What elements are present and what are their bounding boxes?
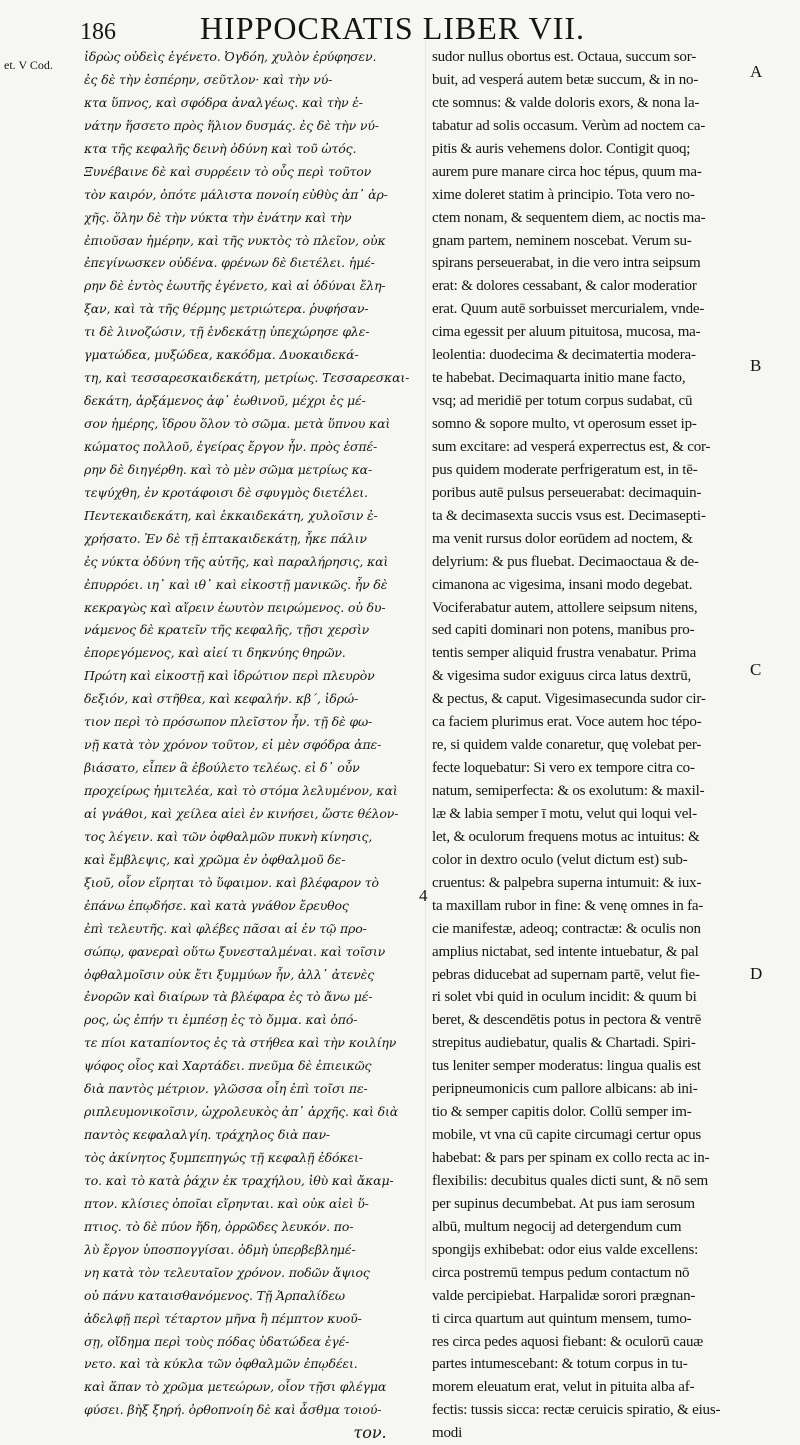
latin-text-line: partes intumescebant: & totum corpus in tu- — [432, 1356, 688, 1373]
greek-text-line: τη, καὶ τεσσαρεσκαιδεκάτη, μετρίως. Τεσσαρεσκαι- — [84, 370, 410, 386]
latin-text-line: circa postremū tempus pedum contactum nō — [432, 1264, 690, 1281]
latin-text-line: beret, & descendētis potus in pectora & ventrē — [432, 1012, 702, 1029]
latin-text-line: sudor nullus obortus est. Octaua, succum sor- — [432, 49, 696, 65]
latin-text-line: ma venit rursus dolor eorūdem ad noctem, & — [432, 530, 693, 547]
latin-text-line: sed capiti dominari non potens, manibus pro- — [432, 622, 695, 639]
latin-text-line: buit, ad vesperá autem betæ succum, & in no- — [432, 71, 699, 88]
greek-text-line: πτον. κλίσιες ὁποῖαι εἴρηνται. καὶ οὐκ αἰεὶ ὕ- — [84, 1195, 369, 1211]
margin-letter-d: D — [750, 964, 763, 983]
greek-text-line: σώπῳ, φανεραὶ οὕτω ξυνεσταλμέναι. καὶ τοῖσιν — [84, 943, 386, 959]
latin-text-line: pitis & auris vehemens dolor. Contigit quoq; — [432, 140, 691, 157]
greek-text-line: χρήσατο. Ἐν δὲ τῇ ἑπτακαιδεκάτῃ, ἧκε πάλιν — [84, 530, 367, 546]
greek-text-line: προχείρως ἡμιτελέα, καὶ τὸ στόμα λελυμένον, καὶ — [84, 783, 398, 798]
latin-text-line: tentis semper aliquid frustra venabatur. Prima — [432, 645, 697, 662]
greek-text-line: σον ἡμέρης, ἵδρου ὅλον τὸ σῶμα. μετὰ ὕπνου καὶ — [84, 416, 391, 431]
greek-text-line: λὺ ἔργον ὑποσπογγίσαι. ὀδμὴ ὑπερβεβλημέ- — [84, 1241, 356, 1257]
margin-letter-c: C — [750, 660, 762, 679]
greek-text-line: διὰ παντὸς μέτριον. γλῶσσα οἷη ἐπὶ τοῖσι πε- — [84, 1081, 368, 1097]
latin-text-line: cimanona ac vigesima, insani modo degebat. — [432, 576, 693, 593]
greek-text-line: νῇ κατὰ τὸν χρόνον τοῦτον, εἰ μὲν σφόδρα ἀπε- — [84, 737, 382, 753]
latin-text-line: pus quidem moderate perfrigeratum est, in tē- — [432, 461, 698, 478]
latin-text-line: fecte loquebatur: Si vero ex tempore citra co- — [432, 760, 695, 777]
latin-text-line: sum excitare: ad vesperá experrectus est, & cor- — [432, 438, 711, 455]
latin-text-line: per supinus decumbebat. At pus iam serosum — [432, 1195, 695, 1212]
latin-text-line: albū, multum negocij ad detergendum cum — [432, 1218, 682, 1235]
latin-text-line: natum, semiperfecta: & os exolutum: & maxil- — [432, 783, 705, 799]
greek-text-line: Πρώτη καὶ εἰκοστῇ καὶ ἱδρώτιον περὶ πλευρὸν — [84, 668, 375, 684]
greek-text-line: σῃ, οἴδημα περὶ τοὺς πόδας ὑδατώδεα ἐγέ- — [84, 1333, 350, 1349]
latin-text-line: fectis: tussis sicca: rectæ ceruicis spiratio, & eius- — [432, 1402, 721, 1419]
greek-text-line: τε πίοι καταπίοντος ἐς τὰ στήθεα καὶ τὴν κοιλίην — [84, 1035, 397, 1051]
latin-text-line: res circa pedes aquosi fiebant: & oculorū cauæ — [432, 1333, 704, 1350]
greek-text-line: αἱ γνάθοι, καὶ χείλεα αἰεὶ ἐν κινήσει, ὥστε θέλον- — [84, 805, 399, 821]
latin-text-line: erat. Quum autē sorbuisset mercurialem, vnde- — [432, 301, 705, 318]
greek-text-line: τι δὲ λινοζώσιν, τῇ ἑνδεκάτῃ ὑπεχώρησε φλε- — [84, 324, 370, 340]
greek-text-line: πτιος. τὸ δὲ πύον ἤδη, ὀρρῶδες λευκόν. πο- — [84, 1218, 354, 1234]
greek-text-line: χῆς. ὅλην δὲ τὴν νύκτα τὴν ἐνάτην καὶ τὴν — [84, 209, 352, 225]
greek-text-line: ρην δὲ διηγέρθη. καὶ τὸ μὲν σῶμα μετρίως κα- — [84, 461, 373, 477]
latin-text-line: tabatur ad solis occasum. Verùm ad noctem ca- — [432, 117, 706, 134]
latin-text-line: ri solet vbi quid in oculum incidit: & quum bi — [432, 989, 697, 1006]
running-title: HIPPOCRATIS LIBER VII. — [200, 10, 585, 46]
page-header — [80, 10, 740, 50]
latin-text-line: morem eleuatum erat, velut in pituita alba af- — [432, 1379, 695, 1396]
greek-text-column — [84, 46, 420, 1422]
greek-text-line: ἐπιοῦσαν ἡμέρην, καὶ τῆς νυκτὸς τὸ πλεῖον, οὐκ — [84, 232, 386, 248]
latin-text-line: flexibilis: decubitus quales dicti sunt, & nō sem — [432, 1172, 708, 1189]
latin-text-line: peripneumonicis cum pallore albicans: ab ini- — [432, 1081, 698, 1098]
page-number: 186 — [80, 19, 116, 45]
greek-text-line: τος λέγειν. καὶ τῶν ὀφθαλμῶν πυκνὴ κίνησις, — [84, 828, 373, 844]
margin-letter-b: B — [750, 356, 762, 375]
latin-text-line: læ & labia semper ī motu, velut qui loqui vel- — [432, 805, 697, 822]
latin-text-column — [432, 46, 748, 1445]
latin-text-line: modi — [432, 1425, 463, 1442]
latin-text-line: cima egessit per aluum pituitosa, mucosa, ma- — [432, 324, 701, 341]
latin-text-line: strepitus audiebatur, qualis & Chartadi. Spiri- — [432, 1035, 696, 1052]
latin-text-line: ti circa quartum aut quintum mensem, tumo- — [432, 1310, 692, 1327]
latin-text-line: ctem nonam, & sequentem diem, ac noctis ma- — [432, 209, 706, 226]
greek-text-line: ὀφθαλμοῖσιν οὐκ ἔτι ξυμμύων ἦν, ἀλλ᾽ ἀτενὲς — [84, 966, 375, 982]
latin-text-line: cie manifestæ, adeoq; contractæ: & oculis non — [432, 920, 701, 937]
greek-text-line: τὸν καιρόν, ὁπότε μάλιστα πονοίη εὐθὺς ἀπ᾽ ἀρ- — [84, 186, 388, 202]
latin-text-line: & vigesima sudor exiguus circa latus dextrū, — [432, 668, 692, 685]
greek-text-line: ἐνορῶν καὶ διαίρων τὰ βλέφαρα ἐς τὸ ἄνω μέ- — [84, 989, 373, 1005]
latin-text-line: aurem pure manare circa hoc tépus, quum ma- — [432, 163, 702, 180]
margin-letter-a: A — [750, 62, 763, 81]
greek-text-line: το. καὶ τὸ κατὰ ῥάχιν ἐκ τραχήλου, ἰθὺ καὶ ἄκαμ- — [84, 1172, 394, 1188]
latin-text-line: color in dextro oculo (velut dictum est) sub- — [432, 851, 688, 868]
latin-text-line: ca faciem plurimus erat. Voce autem hoc tépo- — [432, 714, 702, 731]
greek-text-line: νετο. καὶ τὰ κύκλα τῶν ὀφθαλμῶν ἐπῳδέει. — [84, 1356, 358, 1372]
greek-text-line: κεκραγὼς καὶ αἴρειν ἑωυτὸν πειρώμενος. οὐ δυ- — [84, 599, 386, 615]
greek-text-line: Ξυνέβαινε δὲ καὶ συρρέειν τὸ οὖς περὶ τοῦτον — [84, 163, 372, 179]
greek-text-line: δεξιόν, καὶ στῆθεα, καὶ κεφαλήν. κβ΄, ἱδρώ- — [84, 691, 359, 707]
greek-text-line: νάμενος δὲ κρατεῖν τῆς κεφαλῆς, τῇσι χερσὶν — [84, 622, 370, 638]
greek-text-line: ρην δὲ ἐντὸς ἑωυτῆς ἐγένετο, καὶ αἱ ὀδύναι ἔλη- — [84, 278, 386, 294]
greek-catchword: τον. — [353, 1423, 387, 1442]
latin-text-line: somno & sopore multo, vt operosum esset ip- — [432, 416, 697, 432]
greek-text-line: φύσει. βὴξ ξηρή. ὀρθοπνοίη δὲ καὶ ἆσθμα τοιού- — [84, 1402, 382, 1418]
latin-text-line: cruentus: & palpebra superna intumuit: & iux- — [432, 874, 702, 891]
greek-text-line: ἀδελφῇ περὶ τέταρτον μῆνα ἢ πέμπτον κυοῦ- — [84, 1310, 362, 1326]
greek-text-line: ἐπεγίνωσκεν οὐδένα. φρένων δὲ διετέλει. ἡμέ- — [84, 255, 375, 271]
margin-line-number: 4 — [419, 886, 428, 905]
greek-text-line: οὐ πάνυ καταισθανόμενος. Τῇ Ἁρπαλίδεω — [84, 1287, 345, 1303]
greek-text-line: ριπλευμονικοῖσιν, ὠχρολευκὸς ἀπ᾽ ἀρχῆς. καὶ διὰ — [84, 1104, 399, 1120]
margin-sigla: et. V Cod. — [4, 58, 53, 72]
latin-text-line: tio & semper capitis dolor. Collū semper im- — [432, 1104, 692, 1121]
latin-text-line: gnam partem, neminem noscebat. Verum su- — [432, 232, 692, 249]
greek-text-line: παντὸς κεφαλαλγίη. τράχηλος διὰ παν- — [84, 1127, 330, 1143]
greek-text-line: νη κατὰ τὸν τελευταῖον χρόνον. ποδῶν ἄψιος — [84, 1264, 370, 1280]
latin-text-line: re, si quidem valde conaretur, quę volebat per- — [432, 737, 702, 754]
latin-text-line: amplius nictabat, sed intente intuebatur, & pal — [432, 943, 699, 960]
latin-text-line: xime doleret statim à principio. Tota vero no- — [432, 186, 695, 203]
greek-text-line: γματώδεα, μυξώδεα, κακόδμα. Δυοκαιδεκά- — [84, 347, 359, 363]
latin-text-line: te habebat. Decimaquarta initio mane facto, — [432, 370, 686, 387]
greek-text-line: δεκάτη, ἀρξάμενος ἀφ᾽ ἑωθινοῦ, μέχρι ἐς μέ- — [84, 393, 366, 409]
greek-text-line: ψόφος οἷος καὶ Χαρτάδει. πνεῦμα δὲ ἐπιεικῶς — [84, 1058, 372, 1074]
latin-text-line: spongijs exhibebat: odor eius valde excellens: — [432, 1241, 699, 1258]
greek-text-line: βιάσατο, εἶπεν ἃ ἐβούλετο τελέως. εἰ δ᾽ οὖν — [84, 760, 360, 776]
greek-text-line: ἐπάνω ἐπῳδήσε. καὶ κατὰ γνάθον ἔρευθος — [84, 897, 349, 913]
latin-text-line: pebras diducebat ad supernam partē, velut fie- — [432, 966, 700, 983]
greek-text-line: ἰδρὼς οὐδεὶς ἐγένετο. Ὀγδόη, χυλὸν ἐρύφησεν. — [84, 49, 377, 64]
greek-text-line: νάτην ἥσσετο πρὸς ἥλιον δυσμάς. ἐς δὲ τὴν νύ- — [84, 117, 379, 133]
greek-text-line: ξιοῦ, οἷον εἴρηται τὸ ὕφαιμον. καὶ βλέφαρον τὸ — [84, 874, 379, 890]
greek-text-line: καὶ ἔμβλεψις, καὶ χρῶμα ἐν ὀφθαλμοῦ δε- — [84, 851, 346, 867]
latin-text-line: tus leniter semper moderatus: lingua qualis est — [432, 1058, 701, 1075]
greek-text-line: κτα ὕπνος, καὶ σφόδρα ἀναλγέως. καὶ τὴν ἐ- — [84, 94, 363, 110]
latin-text-line: delyrium: & pus fluebat. Decimaoctaua & de- — [432, 553, 699, 570]
latin-text-line: mobile, vt vna cū capite circumagi certur opus — [432, 1127, 702, 1144]
latin-text-line: spirans perseuerabat, in die vero intra seipsum — [432, 255, 701, 272]
greek-text-line: ἐς δὲ τὴν ἑσπέρην, σεῦτλον· καὶ τὴν νύ- — [84, 71, 333, 87]
latin-text-line: ta & decimasexta succis vsus est. Decimasepti- — [432, 507, 706, 524]
latin-text-line: Vociferabatur autem, attollere seipsum nitens, — [432, 599, 698, 616]
greek-text-line: ξαν, καὶ τὰ τῆς θέρμης μετριώτερα. ῥυφήσαν- — [84, 301, 369, 317]
latin-text-line: & pectus, & caput. Vigesimasecunda sudor cir- — [432, 691, 706, 708]
latin-text-line: erat: & dolores cessabant, & calor moderatior — [432, 278, 697, 295]
greek-text-line: ἐπυρρόει. ιη᾽ καὶ ιθ᾽ καὶ εἰκοστῇ μανικῶς. ἦν δὲ — [84, 576, 388, 592]
greek-text-line: ἐς νύκτα ὀδύνη τῆς αὐτῆς, καὶ παραλήρησις, καὶ — [84, 553, 389, 569]
greek-text-line: ἐπορεγόμενος, καὶ αἰεί τι δηκνύης θηρῶν. — [84, 645, 346, 661]
column-gutter — [425, 40, 426, 1280]
greek-text-line: τεψύχθη, ἐν κροτάφοισι δὲ σφυγμὸς διετέλει. — [84, 484, 368, 500]
greek-text-line: κτα τῆς κεφαλῆς δεινὴ ὀδύνη καὶ τοῦ ὠτός. — [84, 140, 357, 156]
latin-text-line: leolentia: duodecima & decimatertia modera- — [432, 347, 696, 364]
greek-text-line: κώματος πολλοῦ, ἐγείρας ἔργον ἦν. πρὸς ἑσπέ- — [84, 438, 378, 454]
latin-text-line: let, & oculorum frequens motus ac intuitus: & — [432, 828, 700, 845]
latin-text-line: valde percipiebat. Harpalidæ sorori prægnan- — [432, 1287, 696, 1304]
latin-text-line: ta maxillam rubor in fine: & venę omnes in fa- — [432, 897, 704, 914]
greek-text-line: τιον περὶ τὸ πρόσωπον πλεῖστον ἦν. τῇ δὲ φω- — [84, 714, 373, 730]
latin-text-line: poribus autē pulsus perseuerabat: decimaquin- — [432, 484, 702, 501]
greek-text-line: τὸς ἀκίνητος ξυμπεπηγώς τῇ κεφαλῇ ἐδόκει- — [84, 1150, 363, 1165]
latin-text-line: habebat: & pars per spinam ex collo recta ac in- — [432, 1150, 710, 1166]
greek-text-line: ρος, ὡς ἐπήν τι ἐμπέσῃ ἐς τὸ ὄμμα. καὶ ὁπό- — [84, 1012, 358, 1028]
greek-text-line: καὶ ἅπαν τὸ χρῶμα μετεώρων, οἷον τῇσι φλέγμα — [84, 1379, 387, 1395]
latin-text-line: cte somnus: & valde doloris exors, & nona la- — [432, 94, 700, 111]
latin-text-line: vsq; ad meridiē per totum corpus sudabat, cū — [432, 393, 693, 410]
greek-text-line: ἐπὶ τελευτῆς. καὶ φλέβες πᾶσαι αἱ ἐν τῷ προ- — [84, 920, 367, 936]
greek-text-line: Πεντεκαιδεκάτη, καὶ ἑκκαιδεκάτη, χυλοῖσιν ἐ- — [84, 507, 378, 523]
